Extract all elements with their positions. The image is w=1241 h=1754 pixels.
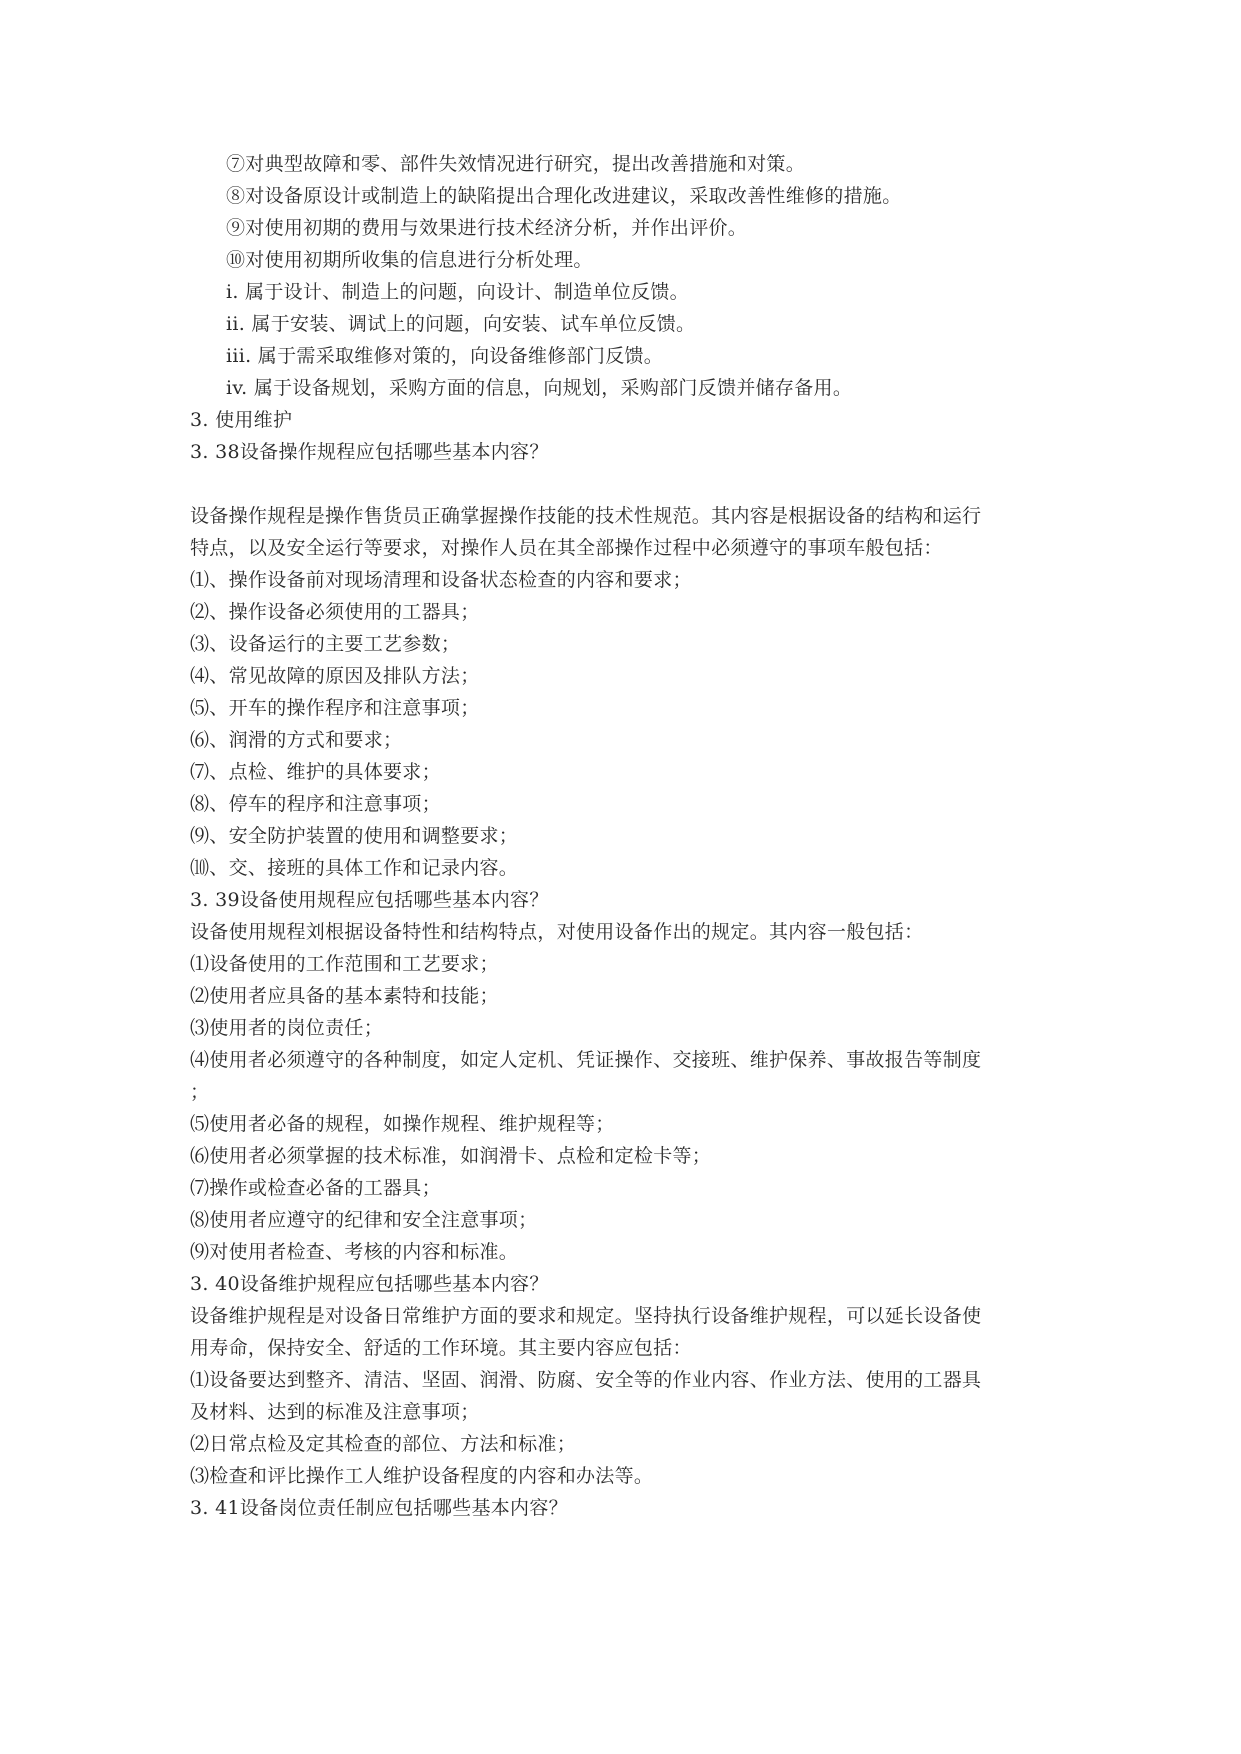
- section-heading: 3. 使用维护: [190, 409, 293, 431]
- question-heading-38: 3. 38设备操作规程应包括哪些基本内容？: [190, 441, 549, 463]
- list-item-continuation: 及材料、达到的标准及注意事项；: [190, 1401, 480, 1423]
- question-heading-41: 3. 41设备岗位责任制应包括哪些基本内容？: [190, 1497, 568, 1519]
- list-item: ⑸、开车的操作程序和注意事项；: [190, 697, 480, 719]
- question-heading-39: 3. 39设备使用规程应包括哪些基本内容？: [190, 889, 549, 911]
- list-item: ⑹使用者必须掌握的技术标准，如润滑卡、点检和定检卡等；: [190, 1145, 712, 1167]
- list-item: ⑼、安全防护装置的使用和调整要求；: [190, 825, 519, 847]
- list-item-10: ⑩对使用初期所收集的信息进行分析处理。: [226, 249, 593, 271]
- sub-item-i: i. 属于设计、制造上的问题，向设计、制造单位反馈。: [226, 281, 689, 303]
- list-item: ⑷、常见故障的原因及排队方法；: [190, 665, 480, 687]
- list-item: ⑶检查和评比操作工人维护设备程度的内容和办法等。: [190, 1465, 654, 1487]
- list-item: ⑷使用者必须遵守的各种制度，如定人定机、凭证操作、交接班、维护保养、事故报告等制度: [190, 1049, 982, 1071]
- list-item: ⑵日常点检及定其检查的部位、方法和标准；: [190, 1433, 577, 1455]
- paragraph-line: 设备操作规程是操作售货员正确掌握操作技能的技术性规范。其内容是根据设备的结构和运行: [190, 505, 982, 527]
- list-item: ⑴、操作设备前对现场清理和设备状态检查的内容和要求；: [190, 569, 692, 591]
- list-item-8: ⑧对设备原设计或制造上的缺陷提出合理化改进建议，采取改善性维修的措施。: [226, 185, 902, 207]
- list-item: ⑵、操作设备必须使用的工器具；: [190, 601, 480, 623]
- list-item: ⑻、停车的程序和注意事项；: [190, 793, 441, 815]
- list-item: ⑸使用者必备的规程，如操作规程、维护规程等；: [190, 1113, 615, 1135]
- list-item: ⑺、点检、维护的具体要求；: [190, 761, 441, 783]
- list-item-continuation: ；: [190, 1081, 210, 1103]
- list-item-7: ⑦对典型故障和零、部件失效情况进行研究，提出改善措施和对策。: [226, 153, 806, 175]
- list-item: ⑺操作或检查必备的工器具；: [190, 1177, 441, 1199]
- list-item: ⑶、设备运行的主要工艺参数；: [190, 633, 461, 655]
- list-item: ⑹、润滑的方式和要求；: [190, 729, 403, 751]
- list-item: ⑶使用者的岗位责任；: [190, 1017, 384, 1039]
- sub-item-ii: ii. 属于安装、调试上的问题，向安装、试车单位反馈。: [226, 313, 696, 335]
- paragraph-line: 特点，以及安全运行等要求，对操作人员在其全部操作过程中必须遵守的事项车般包括：: [190, 537, 943, 559]
- list-item: ⑻使用者应遵守的纪律和安全注意事项；: [190, 1209, 538, 1231]
- list-item: ⑴设备要达到整齐、清洁、坚固、润滑、防腐、安全等的作业内容、作业方法、使用的工器具: [190, 1369, 982, 1391]
- list-item: ⑴设备使用的工作范围和工艺要求；: [190, 953, 499, 975]
- list-item: ⑼对使用者检查、考核的内容和标准。: [190, 1241, 519, 1263]
- sub-item-iv: iv. 属于设备规划，采购方面的信息，向规划，采购部门反馈并储存备用。: [226, 377, 853, 399]
- list-item: ⑽、交、接班的具体工作和记录内容。: [190, 857, 519, 879]
- paragraph-line: 设备维护规程是对设备日常维护方面的要求和规定。坚持执行设备维护规程，可以延长设备使: [190, 1305, 982, 1327]
- list-item: ⑵使用者应具备的基本素特和技能；: [190, 985, 499, 1007]
- paragraph-line: 用寿命，保持安全、舒适的工作环境。其主要内容应包括：: [190, 1337, 692, 1359]
- paragraph-line: 设备使用规程刘根据设备特性和结构特点，对使用设备作出的规定。其内容一般包括：: [190, 921, 924, 943]
- list-item-9: ⑨对使用初期的费用与效果进行技术经济分析，并作出评价。: [226, 217, 748, 239]
- question-heading-40: 3. 40设备维护规程应包括哪些基本内容？: [190, 1273, 549, 1295]
- sub-item-iii: iii. 属于需采取维修对策的，向设备维修部门反馈。: [226, 345, 664, 367]
